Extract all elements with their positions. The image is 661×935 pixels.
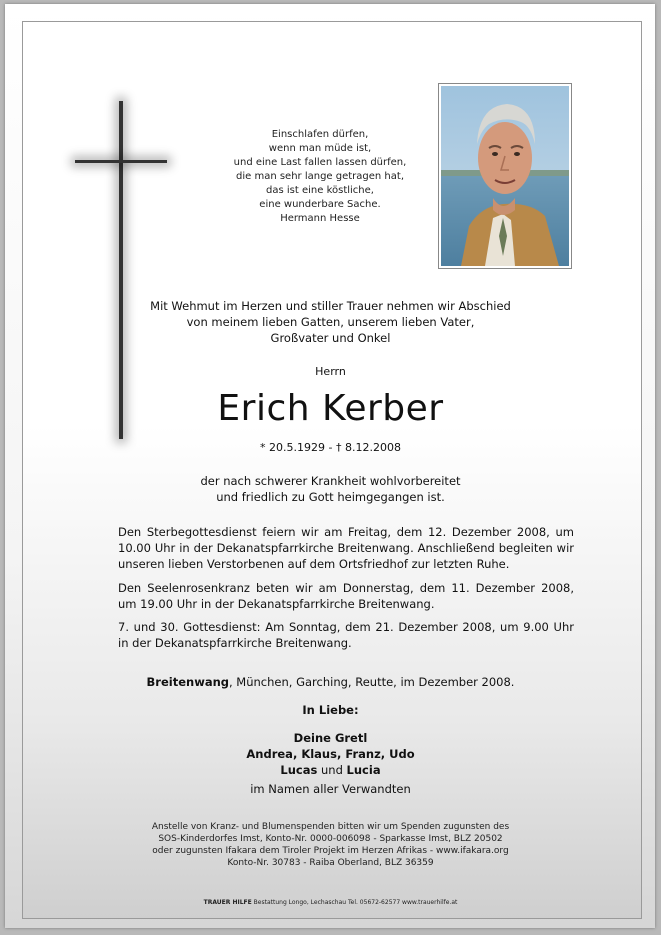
donation-line: SOS-Kinderdorfes Imst, Konto-Nr. 0000-006098 - Sparkasse Imst, BLZ 20502 [158,834,503,844]
salutation: Herrn [315,365,346,378]
poem [210,128,430,226]
places-rest: , München, Garching, Reutte, im Dezember 2008. [229,675,515,689]
intro-text [0,298,661,346]
family-names [0,730,661,778]
passing-line: und friedlich zu Gott heimgegangen ist. [216,490,445,504]
intro-line: von meinem lieben Gatten, unserem lieben Vater, [186,315,475,329]
portrait-photo [438,83,572,269]
relatives-line: im Namen aller Verwandten [250,782,411,796]
poem-line: eine wunderbare Sache. [259,199,381,210]
in-love-heading: In Liebe: [302,703,359,717]
footer-brand: TRAUER HILFE [203,899,252,906]
funeral-service-paragraph: Den Sterbegottesdienst feiern wir am Freitag, dem 12. Dezember 2008, um 10.00 Uhr in der Dekanatspfarrkirche Breitenwang. Anschließend begleiten wir unseren lieben Verstorbenen auf dem Ortsfriedhof zur letzten Ruhe. [118,525,574,571]
family-conjunction: und [317,763,347,777]
deceased-name: Erich Kerber [217,388,444,429]
poem-line: Einschlafen dürfen, [271,129,369,140]
intro-line: Großvater und Onkel [270,331,391,345]
poem-line: und eine Last fallen lassen dürfen, [233,157,407,168]
places-line [0,675,661,689]
poem-line: das ist eine köstliche, [266,185,374,196]
family-line-3 [0,762,661,778]
donation-line: Konto-Nr. 30783 - Raiba Oberland, BLZ 36359 [227,858,434,868]
memorial-mass-paragraph: 7. und 30. Gottesdienst: Am Sonntag, dem 21. Dezember 2008, um 9.00 Uhr in der Dekanatspfarrkirche Breitenwang. [118,620,574,650]
footer-imprint [0,899,661,906]
family-line-1: Deine Gretl [293,731,368,745]
poem-line: die man sehr lange getragen hat, [236,171,404,182]
donation-notice [0,821,661,869]
intro-line: Mit Wehmut im Herzen und stiller Trauer nehmen wir Abschied [150,299,511,313]
donation-line: Anstelle von Kranz- und Blumenspenden bitten wir um Spenden zugunsten des [151,822,510,832]
poem-line: wenn man müde ist, [268,143,372,154]
places-bold: Breitenwang [146,675,229,689]
donation-line: oder zugunsten Ifakara dem Tiroler Projekt im Herzen Afrikas - www.ifakara.org [152,846,509,856]
life-dates: * 20.5.1929 - † 8.12.2008 [260,441,401,454]
passing-text [0,473,661,505]
portrait-image [441,86,569,266]
family-grandchild: Lucas [280,763,318,777]
cross-horizontal-bar [75,160,167,163]
poem-author: Hermann Hesse [280,213,360,224]
footer-text: Bestattung Longo, Lechaschau Tel. 05672-62577 www.trauerhilfe.at [251,899,458,906]
family-grandchild: Lucia [346,763,381,777]
family-line-2: Andrea, Klaus, Franz, Udo [246,747,415,761]
passing-line: der nach schwerer Krankheit wohlvorbereitet [200,474,461,488]
rosary-paragraph: Den Seelenrosenkranz beten wir am Donnerstag, dem 11. Dezember 2008, um 19.00 Uhr in der Dekanatspfarrkirche Breitenwang. [118,581,574,611]
